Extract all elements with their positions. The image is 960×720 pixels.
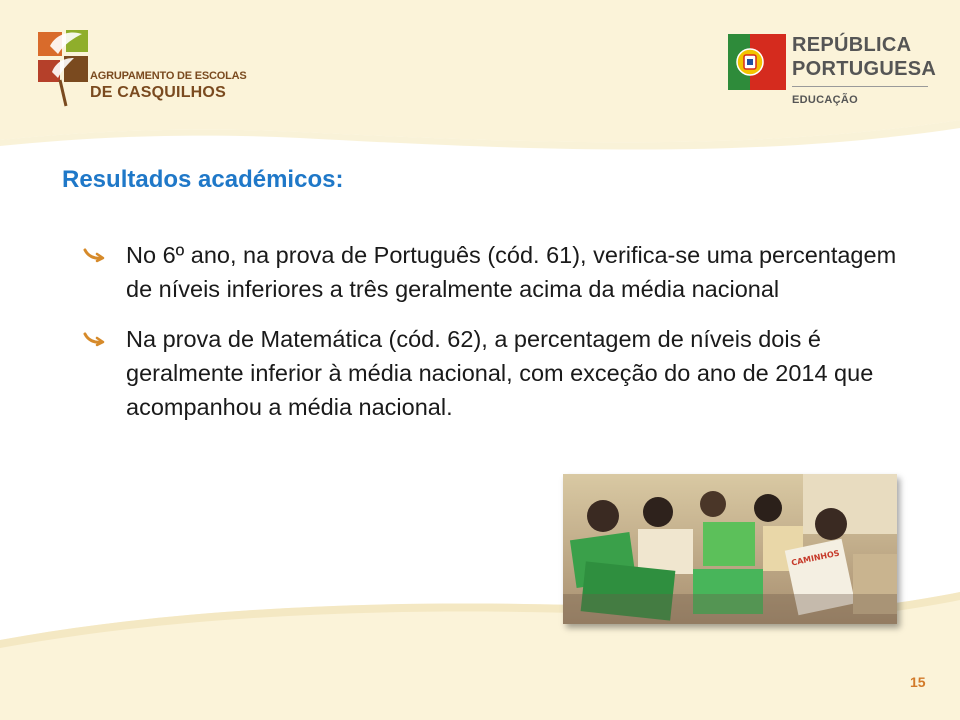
government-ministry-label: EDUCAÇÃO [792,94,858,106]
school-name-line1: AGRUPAMENTO DE ESCOLAS [90,70,247,82]
curved-arrow-bullet-icon [82,247,106,263]
slide-title: Resultados académicos: [62,166,344,193]
bullet-text: Na prova de Matemática (cód. 62), a percentagem de níveis dois é geralmente inferior à média nacional, com exceção do ano de 2014 que acompanhou a média nacional. [126,326,874,420]
school-name-line2: DE CASQUILHOS [90,84,226,101]
government-name-line1: REPÚBLICA [792,34,912,56]
government-name-line2: PORTUGUESA [792,58,937,80]
bullet-text: No 6º ano, na prova de Português (cód. 61), verifica-se uma percentagem de níveis inferiores a três geralmente acima da média nacional [126,242,897,302]
page-number: 15 [910,674,926,690]
bullet-item [82,322,912,424]
bullet-item [82,238,912,306]
bullet-list [82,238,912,440]
curved-arrow-bullet-icon [82,331,106,347]
government-logo-divider [792,86,928,87]
classroom-photo [563,474,897,624]
photo-book-title: CAMINHOS [790,548,841,568]
